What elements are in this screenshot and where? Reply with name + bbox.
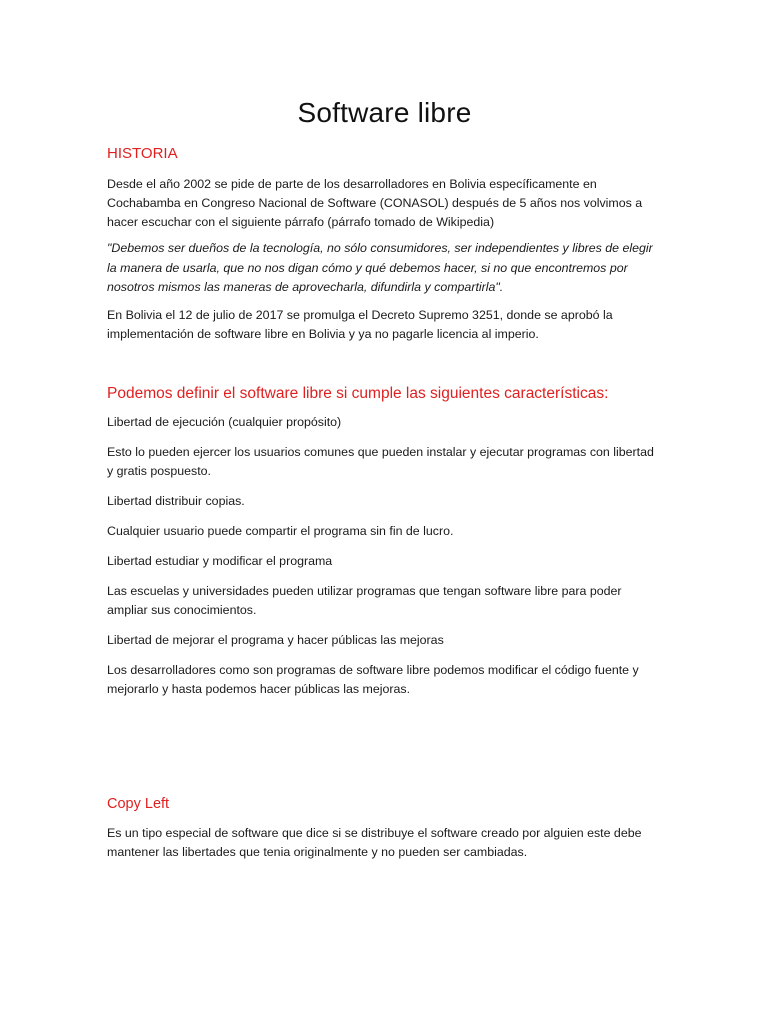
list-item: Libertad de mejorar el programa y hacer públicas las mejoras <box>107 632 444 647</box>
historia-paragraph-2: En Bolivia el 12 de julio de 2017 se promulga el Decreto Supremo 3251, donde se aprobó la implementación de software libre en Bolivia y ya no pagarle licencia al imperio. <box>107 307 613 341</box>
list-item: Libertad distribuir copias. <box>107 493 245 508</box>
historia-quote: "Debemos ser dueños de la tecnología, no sólo consumidores, ser independientes y libres de elegir la manera de usarla, que no nos digan cómo y qué debemos hacer, si no que encontremos por nosotros mismos las maneras de aprovecharla, difundirla y compartirla". <box>107 241 653 294</box>
list-item: Las escuelas y universidades pueden utilizar programas que tengan software libre para poder ampliar sus conocimientos. <box>107 583 622 617</box>
list-item: Cualquier usuario puede compartir el programa sin fin de lucro. <box>107 523 454 538</box>
list-item: Libertad estudiar y modificar el programa <box>107 553 333 568</box>
historia-paragraph-1: Desde el año 2002 se pide de parte de los desarrolladores en Bolivia específicamente en Cochabamba en Congreso Nacional de Software (CONASOL) después de 5 años nos volvimos a hacer escuchar con el siguiente párrafo (párrafo tomado de Wikipedia) <box>107 177 643 229</box>
list-item: Los desarrolladores como son programas de software libre podemos modificar el código fuente y mejorarlo y hasta podemos hacer públicas las mejoras. <box>107 662 639 696</box>
list-item: Esto lo pueden ejercer los usuarios comunes que pueden instalar y ejecutar programas con libertad y gratis pospuesto. <box>107 444 654 478</box>
caracteristicas-list <box>107 413 662 699</box>
page-title: Software libre <box>297 97 472 128</box>
heading-copy-left: Copy Left <box>107 795 170 812</box>
copyleft-paragraph: Es un tipo especial de software que dice si se distribuye el software creado por alguien este debe mantener las libertades que tenia originalmente y no pueden ser cambiadas. <box>107 825 642 859</box>
heading-caracteristicas: Podemos definir el software libre si cumple las siguientes características: <box>107 384 609 402</box>
list-item: Libertad de ejecución (cualquier propósito) <box>107 414 342 429</box>
heading-historia: HISTORIA <box>107 145 178 162</box>
